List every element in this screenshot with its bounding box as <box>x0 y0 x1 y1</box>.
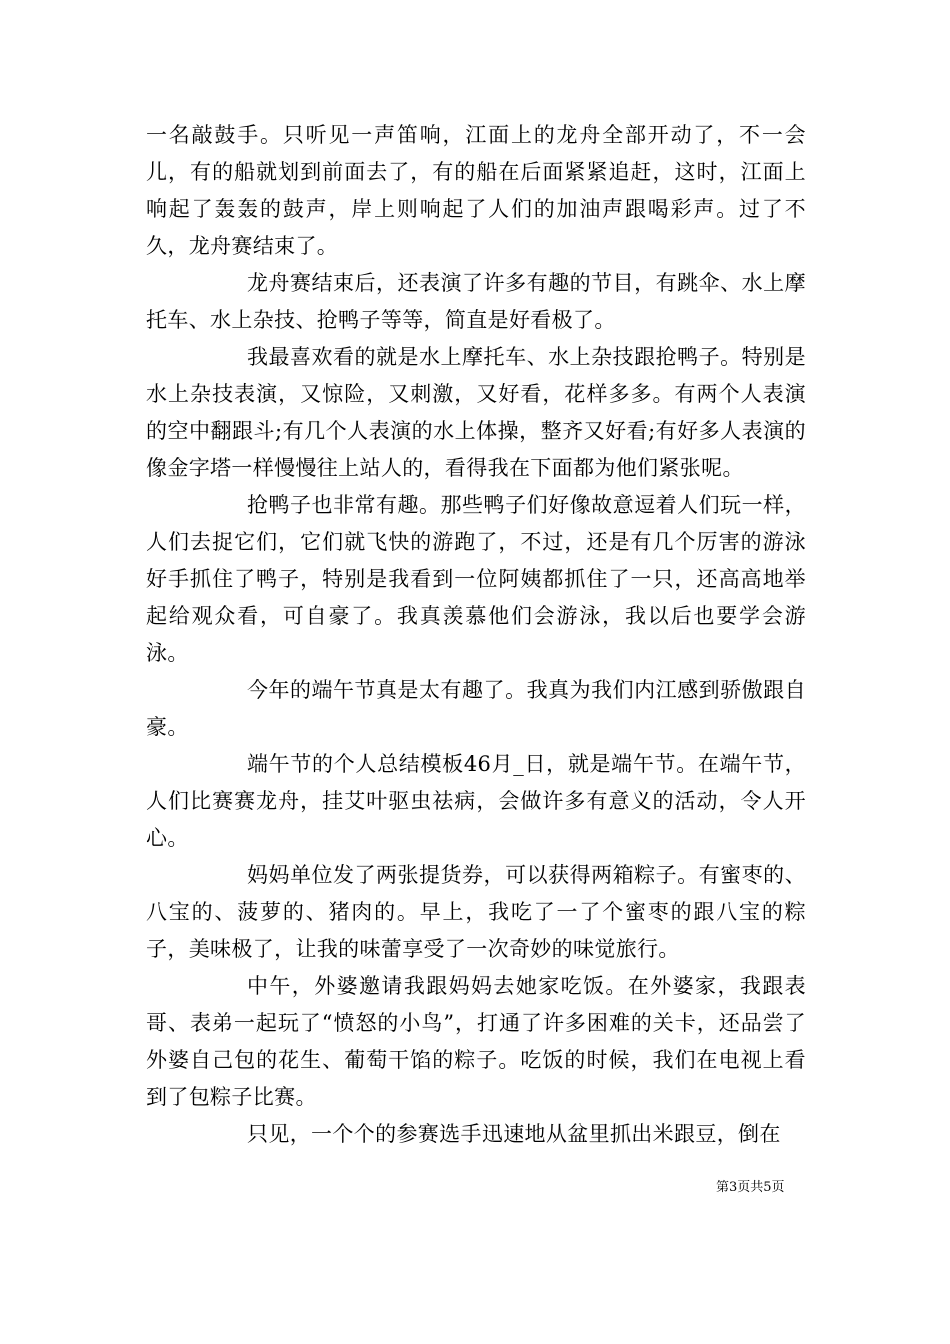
paragraph-5: 今年的端午节真是太有趣了。我真为我们内江感到骄傲跟自豪。 <box>146 678 806 739</box>
paragraph-1: 一名敲鼓手。只听见一声笛响，江面上的龙舟全部开动了，不一会儿，有的船就划到前面去了，有的船在后面紧紧追赶，这时，江面上响起了轰轰的鼓声，岸上则响起了人们的加油声跟喝彩声。过了不久，龙舟赛结束了。 <box>146 123 806 258</box>
document-body <box>146 117 806 1153</box>
paragraph-8: 中午，外婆邀请我跟妈妈去她家吃饭。在外婆家，我跟表哥、表弟一起玩了“愤怒的小鸟”，打通了许多困难的关卡，还品尝了外婆自己包的花生、葡萄干馅的粽子。吃饭的时候，我们在电视上看到了包粽子比赛。 <box>146 974 806 1109</box>
paragraph-3: 我最喜欢看的就是水上摩托车、水上杂技跟抢鸭子。特别是水上杂技表演，又惊险，又刺激，又好看，花样多多。有两个人表演的空中翻跟斗;有几个人表演的水上体操，整齐又好看;有好多人表演的像金字塔一样慢慢往上站人的，看得我在下面都为他们紧张呢。 <box>146 345 806 480</box>
paragraph-7: 妈妈单位发了两张提货券，可以获得两箱粽子。有蜜枣的、八宝的、菠萝的、猪肉的。早上，我吃了一了个蜜枣的跟八宝的粽子，美味极了，让我的味蕾享受了一次奇妙的味觉旅行。 <box>146 863 806 961</box>
paragraph-9: 只见，一个个的参赛选手迅速地从盆里抓出米跟豆，倒在 <box>247 1122 781 1146</box>
paragraph-2: 龙舟赛结束后，还表演了许多有趣的节目，有跳伞、水上摩托车、水上杂技、抢鸭子等等，简直是好看极了。 <box>146 271 806 332</box>
paragraph-6: 端午节的个人总结模板46月_日，就是端午节。在端午节，人们比赛赛龙舟，挂艾叶驱虫祛病，会做许多有意义的活动，令人开心。 <box>146 752 806 850</box>
page-number-footer: 第3页共5页 <box>716 1180 785 1195</box>
paragraph-4: 抢鸭子也非常有趣。那些鸭子们好像故意逗着人们玩一样，人们去捉它们，它们就飞快的游跑了，不过，还是有几个厉害的游泳好手抓住了鸭子，特别是我看到一位阿姨都抓住了一只，还高高地举起给观众看，可自豪了。我真羡慕他们会游泳，我以后也要学会游泳。 <box>146 493 806 665</box>
